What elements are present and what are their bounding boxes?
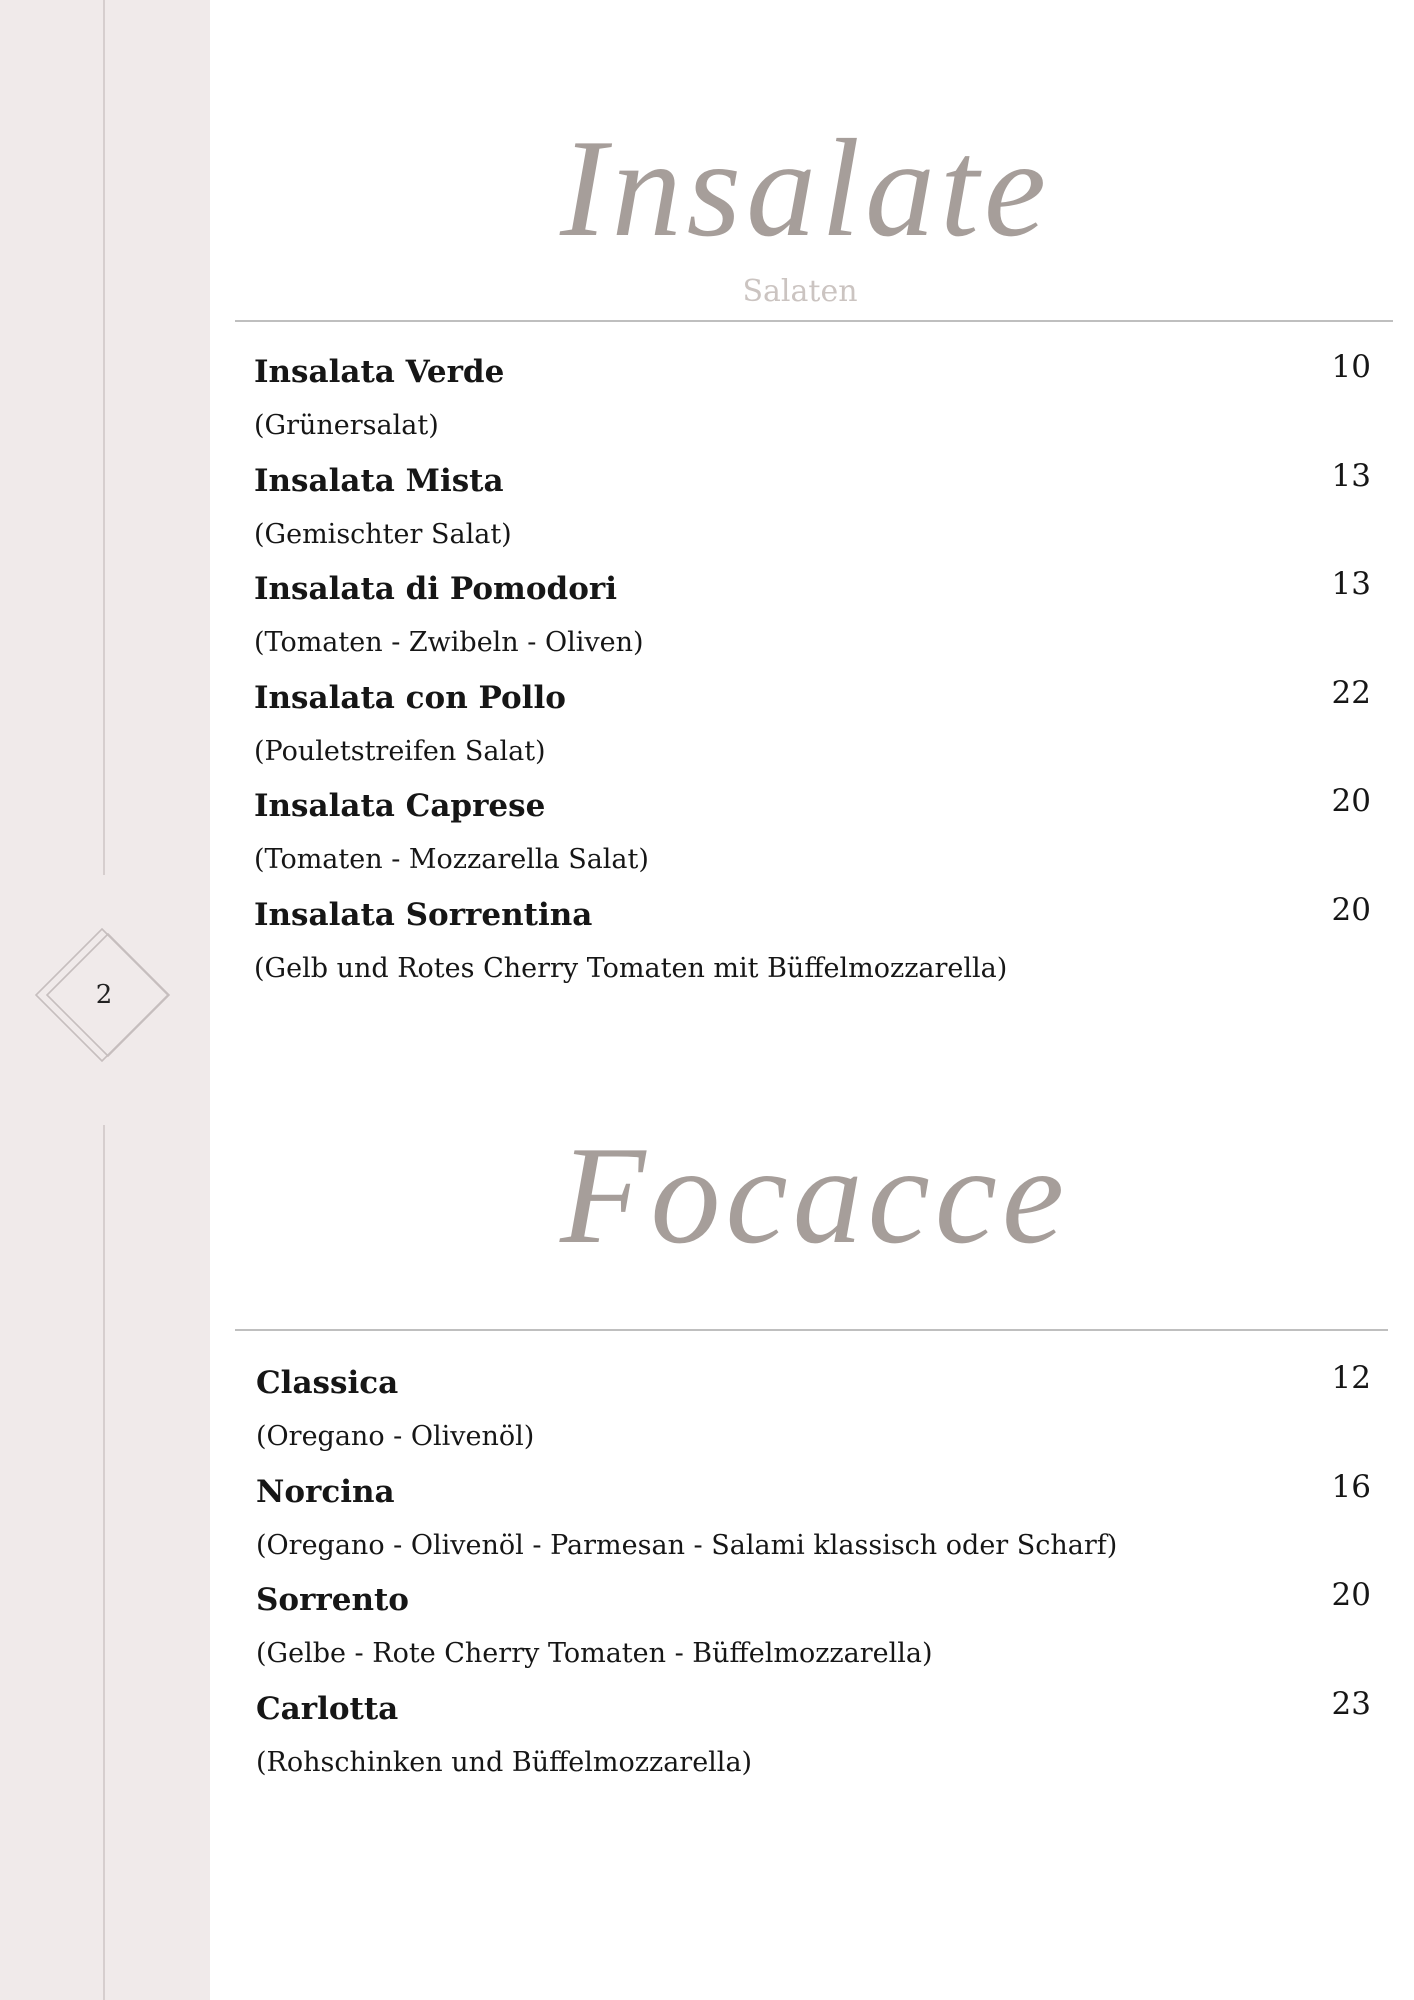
section-divider bbox=[235, 1329, 1388, 1331]
menu-item bbox=[256, 1573, 1371, 1682]
page-number: 2 bbox=[95, 980, 113, 1010]
menu-item-name: Insalata Sorrentina bbox=[254, 896, 593, 933]
menu-item-name: Insalata con Pollo bbox=[254, 679, 566, 716]
menu-item-price: 20 bbox=[1331, 783, 1371, 819]
menu-item-description: (Rohschinken und Büffelmozzarella) bbox=[256, 1746, 753, 1778]
sidebar bbox=[0, 0, 210, 2000]
sidebar-line-top bbox=[103, 0, 105, 875]
menu-item-price: 13 bbox=[1331, 566, 1371, 602]
sidebar-line-bottom bbox=[103, 1125, 105, 2000]
menu-item-name: Carlotta bbox=[256, 1690, 399, 1727]
section-subtitle-insalate: Salaten bbox=[742, 274, 858, 309]
page-number-badge bbox=[34, 925, 174, 1065]
menu-item-price: 10 bbox=[1331, 349, 1371, 385]
section-title-focacce: Focacce bbox=[560, 1118, 1070, 1273]
menu-item-description: (Tomaten - Zwibeln - Oliven) bbox=[254, 627, 644, 658]
menu-item-name: Insalata Caprese bbox=[254, 788, 546, 824]
menu-list-insalate bbox=[254, 345, 1371, 996]
menu-item bbox=[254, 888, 1371, 997]
menu-item-description: (Gelbe - Rote Cherry Tomaten - Büffelmozzarella) bbox=[256, 1638, 933, 1669]
menu-item-name: Insalata Verde bbox=[254, 354, 505, 390]
menu-item-description: (Oregano - Olivenöl) bbox=[256, 1421, 535, 1452]
menu-item bbox=[254, 562, 1371, 671]
menu-item bbox=[254, 671, 1371, 780]
menu-item-name: Sorrento bbox=[256, 1582, 409, 1618]
menu-item-price: 22 bbox=[1331, 674, 1371, 711]
menu-item-description: (Oregano - Olivenöl - Parmesan - Salami klassisch oder Scharf) bbox=[256, 1529, 1118, 1561]
menu-item-price: 13 bbox=[1331, 457, 1371, 494]
menu-item-description: (Grünersalat) bbox=[254, 410, 439, 441]
menu-item-description: (Tomaten - Mozzarella Salat) bbox=[254, 844, 649, 875]
menu-item-price: 20 bbox=[1331, 1577, 1371, 1613]
menu-item-description: (Gemischter Salat) bbox=[254, 518, 512, 550]
menu-item bbox=[254, 779, 1371, 888]
menu-item-description: (Pouletstreifen Salat) bbox=[254, 735, 546, 767]
menu-item-price: 16 bbox=[1331, 1468, 1371, 1505]
menu-item-description: (Gelb und Rotes Cherry Tomaten mit Büffelmozzarella) bbox=[254, 952, 1008, 984]
menu-item-name: Insalata Mista bbox=[254, 462, 504, 499]
section-divider bbox=[235, 320, 1393, 322]
menu-item-name: Classica bbox=[256, 1365, 399, 1401]
menu-item bbox=[256, 1682, 1371, 1791]
menu-list-focacce bbox=[256, 1356, 1371, 1790]
menu-item bbox=[254, 345, 1371, 454]
menu-item bbox=[256, 1356, 1371, 1465]
menu-item-name: Insalata di Pomodori bbox=[254, 571, 617, 607]
menu-item bbox=[254, 454, 1371, 563]
section-title-insalate: Insalate bbox=[560, 111, 1052, 266]
menu-item-name: Norcina bbox=[256, 1473, 395, 1510]
menu-item-price: 12 bbox=[1331, 1360, 1371, 1396]
menu-item-price: 20 bbox=[1331, 891, 1371, 928]
menu-item-price: 23 bbox=[1331, 1685, 1371, 1722]
menu-item bbox=[256, 1465, 1371, 1574]
